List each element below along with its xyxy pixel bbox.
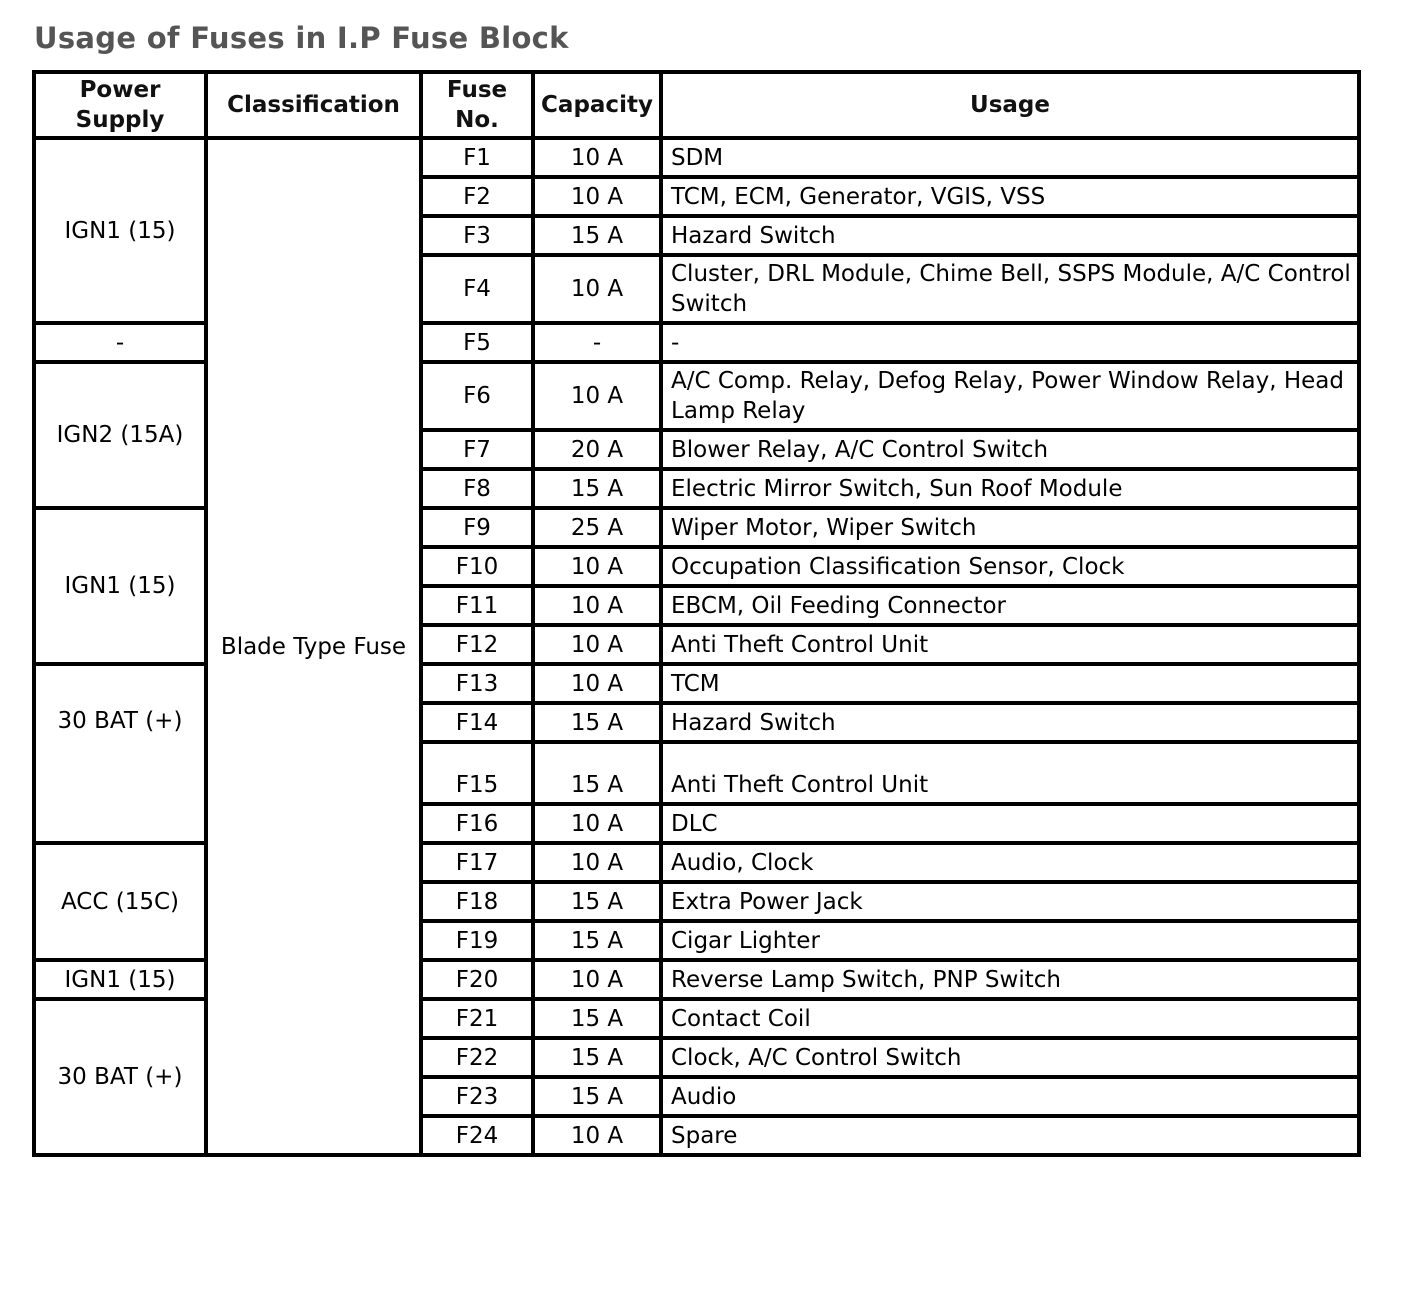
fuse-usage: Reverse Lamp Switch, PNP Switch bbox=[661, 960, 1359, 999]
fuse-number: F4 bbox=[421, 255, 533, 323]
fuse-capacity: 15 A bbox=[533, 1077, 661, 1116]
fuse-number: F24 bbox=[421, 1116, 533, 1155]
fuse-capacity: 10 A bbox=[533, 1116, 661, 1155]
fuse-capacity: 25 A bbox=[533, 508, 661, 547]
fuse-capacity: 15 A bbox=[533, 216, 661, 255]
fuse-number: F12 bbox=[421, 625, 533, 664]
fuse-number: F3 bbox=[421, 216, 533, 255]
classification-cell: Blade Type Fuse bbox=[206, 138, 421, 1155]
header-classification: Classification bbox=[206, 72, 421, 138]
power-supply-cell: IGN1 (15) bbox=[34, 508, 206, 664]
fuse-number: F15 bbox=[421, 742, 533, 804]
power-supply-cell: ACC (15C) bbox=[34, 843, 206, 960]
power-supply-cell: 30 BAT (+) bbox=[34, 664, 206, 843]
fuse-usage: - bbox=[661, 323, 1359, 362]
fuse-usage: A/C Comp. Relay, Defog Relay, Power Window Relay, Head Lamp Relay bbox=[661, 362, 1359, 430]
fuse-usage: Contact Coil bbox=[661, 999, 1359, 1038]
fuse-usage: Occupation Classification Sensor, Clock bbox=[661, 547, 1359, 586]
fuse-capacity: 15 A bbox=[533, 999, 661, 1038]
fuse-usage: Electric Mirror Switch, Sun Roof Module bbox=[661, 469, 1359, 508]
fuse-usage: Anti Theft Control Unit bbox=[661, 742, 1359, 804]
table-row bbox=[34, 138, 1359, 177]
fuse-usage: TCM, ECM, Generator, VGIS, VSS bbox=[661, 177, 1359, 216]
power-supply-cell: IGN2 (15A) bbox=[34, 362, 206, 508]
fuse-usage: Cigar Lighter bbox=[661, 921, 1359, 960]
power-supply-cell: IGN1 (15) bbox=[34, 138, 206, 323]
fuse-number: F10 bbox=[421, 547, 533, 586]
fuse-number: F1 bbox=[421, 138, 533, 177]
fuse-capacity: - bbox=[533, 323, 661, 362]
fuse-capacity: 15 A bbox=[533, 742, 661, 804]
fuse-capacity: 10 A bbox=[533, 664, 661, 703]
fuse-number: F20 bbox=[421, 960, 533, 999]
fuse-usage: DLC bbox=[661, 804, 1359, 843]
fuse-usage: Hazard Switch bbox=[661, 216, 1359, 255]
fuse-number: F14 bbox=[421, 703, 533, 742]
fuse-number: F6 bbox=[421, 362, 533, 430]
fuse-usage: Spare bbox=[661, 1116, 1359, 1155]
fuse-number: F13 bbox=[421, 664, 533, 703]
fuse-number: F21 bbox=[421, 999, 533, 1038]
fuse-usage: EBCM, Oil Feeding Connector bbox=[661, 586, 1359, 625]
fuse-number: F2 bbox=[421, 177, 533, 216]
fuse-capacity: 10 A bbox=[533, 804, 661, 843]
fuse-number: F8 bbox=[421, 469, 533, 508]
header-power-supply: Power Supply bbox=[34, 72, 206, 138]
fuse-number: F22 bbox=[421, 1038, 533, 1077]
fuse-usage: Blower Relay, A/C Control Switch bbox=[661, 430, 1359, 469]
fuse-capacity: 15 A bbox=[533, 921, 661, 960]
header-fuse-no: Fuse No. bbox=[421, 72, 533, 138]
fuse-capacity: 15 A bbox=[533, 703, 661, 742]
fuse-capacity: 10 A bbox=[533, 255, 661, 323]
fuse-usage: SDM bbox=[661, 138, 1359, 177]
fuse-capacity: 15 A bbox=[533, 469, 661, 508]
fuse-usage: Cluster, DRL Module, Chime Bell, SSPS Module, A/C Control Switch bbox=[661, 255, 1359, 323]
fuse-usage-table bbox=[32, 70, 1361, 1157]
fuse-number: F11 bbox=[421, 586, 533, 625]
page-title: Usage of Fuses in I.P Fuse Block bbox=[34, 21, 569, 55]
fuse-capacity: 10 A bbox=[533, 362, 661, 430]
header-row bbox=[34, 72, 1359, 138]
fuse-capacity: 10 A bbox=[533, 547, 661, 586]
fuse-number: F16 bbox=[421, 804, 533, 843]
fuse-capacity: 10 A bbox=[533, 586, 661, 625]
fuse-capacity: 10 A bbox=[533, 625, 661, 664]
fuse-number: F17 bbox=[421, 843, 533, 882]
fuse-usage: Wiper Motor, Wiper Switch bbox=[661, 508, 1359, 547]
fuse-number: F7 bbox=[421, 430, 533, 469]
power-supply-cell: 30 BAT (+) bbox=[34, 999, 206, 1155]
fuse-capacity: 20 A bbox=[533, 430, 661, 469]
power-supply-cell: IGN1 (15) bbox=[34, 960, 206, 999]
fuse-number: F19 bbox=[421, 921, 533, 960]
power-supply-cell: - bbox=[34, 323, 206, 362]
fuse-capacity: 10 A bbox=[533, 177, 661, 216]
fuse-number: F9 bbox=[421, 508, 533, 547]
fuse-capacity: 10 A bbox=[533, 960, 661, 999]
fuse-capacity: 10 A bbox=[533, 843, 661, 882]
fuse-usage: Clock, A/C Control Switch bbox=[661, 1038, 1359, 1077]
fuse-usage: Audio, Clock bbox=[661, 843, 1359, 882]
fuse-capacity: 15 A bbox=[533, 882, 661, 921]
fuse-usage: TCM bbox=[661, 664, 1359, 703]
fuse-number: F18 bbox=[421, 882, 533, 921]
fuse-usage: Anti Theft Control Unit bbox=[661, 625, 1359, 664]
fuse-capacity: 15 A bbox=[533, 1038, 661, 1077]
fuse-number: F23 bbox=[421, 1077, 533, 1116]
header-capacity: Capacity bbox=[533, 72, 661, 138]
header-usage: Usage bbox=[661, 72, 1359, 138]
fuse-number: F5 bbox=[421, 323, 533, 362]
fuse-usage: Audio bbox=[661, 1077, 1359, 1116]
fuse-capacity: 10 A bbox=[533, 138, 661, 177]
fuse-usage: Extra Power Jack bbox=[661, 882, 1359, 921]
fuse-usage: Hazard Switch bbox=[661, 703, 1359, 742]
